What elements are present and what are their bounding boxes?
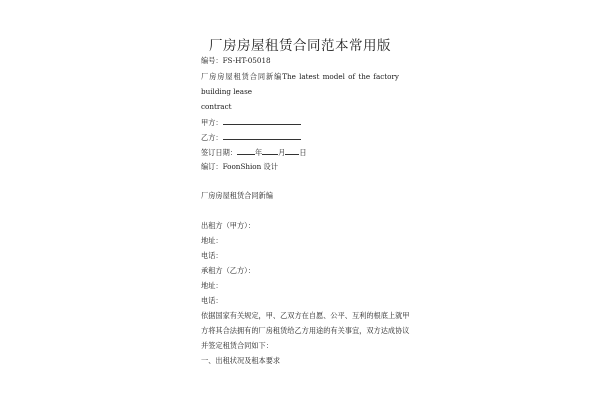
subtitle-line-2: building lease xyxy=(201,87,253,96)
sign-date-month: 月 xyxy=(278,148,286,157)
clause-1-heading: 一、出租状况及租本要求 xyxy=(201,356,281,365)
party-a-label: 甲方： xyxy=(201,118,223,127)
lessor-address-label: 地址： xyxy=(201,236,223,245)
lessor-label: 出租方（甲方）： xyxy=(201,221,255,230)
paragraph-line-3: 并签定租赁合同如下： xyxy=(201,341,273,350)
section-title: 厂房房屋租赁合同新编 xyxy=(201,191,273,200)
subtitle-line-1: 厂房房屋租赁合同新编The latest model of the factory xyxy=(201,72,399,81)
subtitle-line-3: contract xyxy=(201,102,232,111)
sign-year-blank xyxy=(237,147,255,155)
lessee-address-label: 地址： xyxy=(201,281,223,290)
lessee-phone-label: 电话： xyxy=(201,296,223,305)
lessor-phone-label: 电话： xyxy=(201,251,223,260)
lessee-label: 承租方（乙方）： xyxy=(201,266,255,275)
sign-day-blank xyxy=(285,147,299,155)
editor-line: 编订：FoonShion 设计 xyxy=(201,162,278,171)
sign-date-year: 年 xyxy=(254,148,263,157)
sign-date-day: 日 xyxy=(299,148,307,157)
sign-date-label: 签订日期： xyxy=(201,148,237,157)
party-a-row xyxy=(201,117,301,128)
document-title: 厂房房屋租赁合同范本常用版 xyxy=(209,38,391,54)
sign-date-row xyxy=(201,147,307,158)
sign-month-blank xyxy=(262,147,278,155)
party-b-blank xyxy=(223,132,301,140)
paragraph-line-2: 方将其合法拥有的厂房租赁给乙方用途的有关事宜，双方达成协议 xyxy=(201,326,410,335)
document-number: 编号：FS-HT-05018 xyxy=(201,56,271,65)
party-a-blank xyxy=(223,117,301,125)
paragraph-line-1: 依据国家有关规定，甲、乙双方在自愿、公平、互利的根底上就甲 xyxy=(201,311,410,320)
party-b-label: 乙方： xyxy=(201,133,223,142)
party-b-row xyxy=(201,132,301,143)
